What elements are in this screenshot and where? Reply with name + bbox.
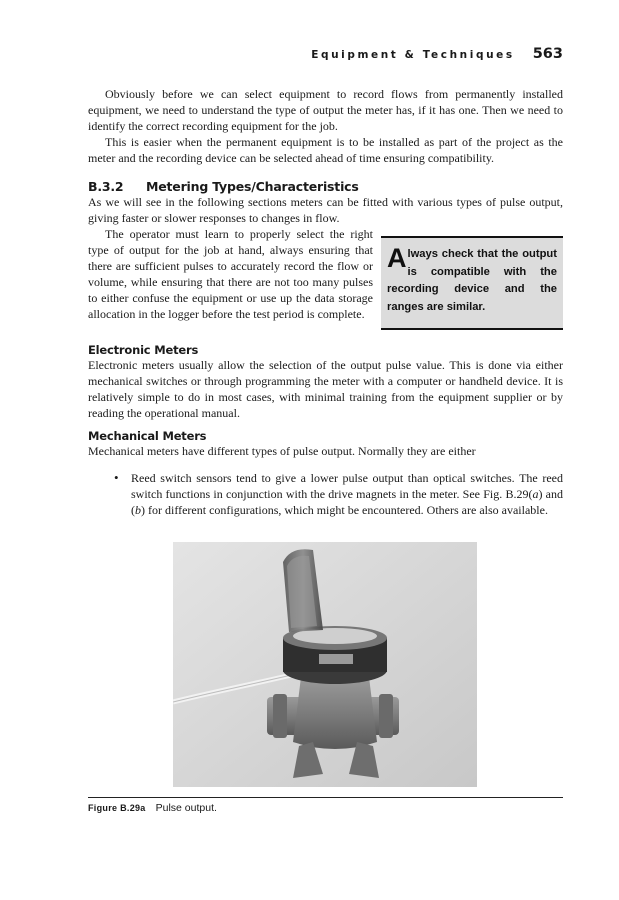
intro-paragraphs [88,86,563,166]
figure-caption-text: Pulse output. [155,802,217,814]
section-number: B.3.2 [88,179,124,194]
section-title: Metering Types/Characteristics [146,179,359,194]
bullet-list [114,470,563,518]
bullet-text-1: Reed switch sensors tend to give a lower pulse output than optical switches. The reed switch functions in conjunction with the drive magnets in the meter. See Fig. B.29( [131,471,563,501]
figure-label: Figure B.29a [88,803,146,813]
electronic-meters-text: Electronic meters usually allow the selection of the output pulse value. This is done via either mechanical switches or through programming the meter with a computer or handheld device. It is relatively simple to do in most cases, with minimal training from the equipment supplier or by reading the operational manual. [88,358,563,420]
callout-drop-cap: A [387,243,407,273]
section-intro-text: As we will see in the following sections meters can be fitted with various types of pulse output, giving faster or slower responses to changes in flow. [88,195,563,225]
section-intro [88,194,563,226]
callout-text: lways check that the output is compatible with the recording device and the ranges are similar. [387,248,557,313]
caption-rule [88,797,563,798]
running-title: Equipment & Techniques [311,49,515,61]
running-head [311,46,563,66]
callout-box [381,236,563,330]
paragraph-1: Obviously before we can select equipment to record flows from permanently installed equipment, we need to understand the type of output the meter has, if it has one. Then we need to identify the correct recording equipment for the job. [88,87,563,133]
wrap-paragraph: The operator must learn to properly select the right type of output for the job at hand, always ensuring that there are sufficient pulses to accurately record the flow or volume, while ensuring that there are not too many pulses to either confuse the equipment or use up the data storage allocation in the logger before the test period is complete. [88,227,373,321]
list-item [114,470,563,518]
bullet-ref-a: a [532,487,539,501]
meter-photo [173,542,477,787]
mechanical-meters-heading: Mechanical Meters [88,429,207,443]
mechanical-meters-text: Mechanical meters have different types of pulse output. Normally they are either [88,444,476,458]
page-number: 563 [532,46,563,62]
bullet-text-3: ) for different configurations, which might be encountered. Others are also available. [141,503,548,517]
bullet-ref-b: b [135,503,141,517]
section-heading [88,179,359,194]
electronic-meters-heading: Electronic Meters [88,343,199,357]
paragraph-2: This is easier when the permanent equipment is to be installed as part of the project as the meter and the recording device can be selected ahead of time ensuring compatibility. [88,135,563,165]
figure-caption [88,802,217,814]
bullet-text-2: ) and ( [131,487,563,517]
